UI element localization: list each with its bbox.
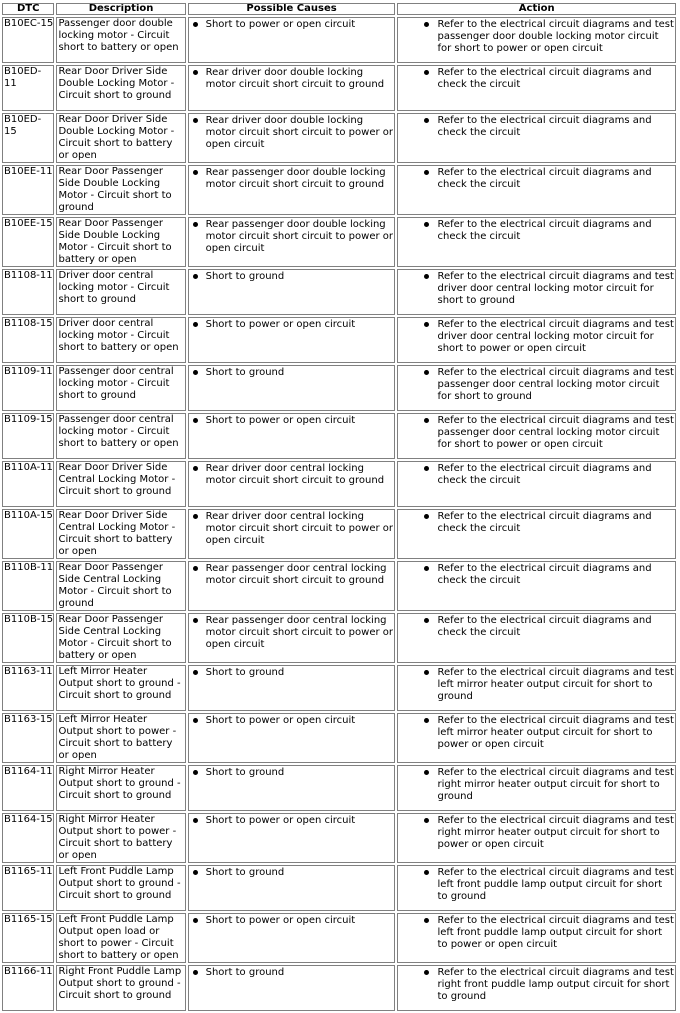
action-bullet-item: Refer to the electrical circuit diagrams and check the circuit <box>399 562 675 587</box>
possible-cause-cell <box>188 113 396 163</box>
possible-cause-cell <box>188 461 396 507</box>
dtc-code: B10ED-11 <box>2 65 54 111</box>
possible-cause-cell <box>188 913 396 963</box>
possible-cause-cell <box>188 765 396 811</box>
table-row <box>2 509 676 559</box>
action-bullet-item: Refer to the electrical circuit diagrams and test left front puddle lamp output circuit for short to power or open circuit <box>399 914 675 951</box>
dtc-code: B10ED-15 <box>2 113 54 163</box>
table-row <box>2 965 676 1011</box>
possible-cause-cell <box>188 665 396 711</box>
possible-cause-bullet-item: Rear driver door double locking motor circuit short circuit to ground <box>190 66 395 91</box>
action-cell <box>397 613 676 663</box>
dtc-code: B1109-11 <box>2 365 54 411</box>
possible-cause-bullet-item: Short to power or open circuit <box>190 18 395 31</box>
table-row <box>2 413 676 459</box>
dtc-table <box>0 1 678 1013</box>
dtc-code: B1108-15 <box>2 317 54 363</box>
possible-cause-bullet-item: Short to ground <box>190 666 395 679</box>
possible-cause-bullet-item: Rear passenger door central locking motor circuit short circuit to power or open circuit <box>190 614 395 651</box>
possible-cause-bullet-item: Rear driver door central locking motor circuit short circuit to power or open circuit <box>190 510 395 547</box>
possible-cause-bullet-item: Short to ground <box>190 366 395 379</box>
action-bullet-item: Refer to the electrical circuit diagrams and check the circuit <box>399 218 675 243</box>
possible-cause-cell <box>188 269 396 315</box>
action-bullet-item: Refer to the electrical circuit diagrams and test passenger door central locking motor circuit for short to power or open circuit <box>399 414 675 451</box>
table-row <box>2 865 676 911</box>
dtc-description: Rear Door Passenger Side Double Locking Motor - Circuit short to battery or open <box>56 217 185 267</box>
possible-cause-cell <box>188 413 396 459</box>
action-cell <box>397 317 676 363</box>
possible-cause-bullet-item: Short to ground <box>190 966 395 979</box>
action-cell <box>397 217 676 267</box>
table-row <box>2 217 676 267</box>
table-row <box>2 613 676 663</box>
possible-cause-bullet-item: Short to power or open circuit <box>190 914 395 927</box>
possible-cause-bullet-item: Rear driver door central locking motor circuit short circuit to ground <box>190 462 395 487</box>
dtc-code: B110A-11 <box>2 461 54 507</box>
possible-cause-cell <box>188 865 396 911</box>
dtc-description: Left Mirror Heater Output short to ground - Circuit short to ground <box>56 665 185 711</box>
dtc-description: Rear Door Passenger Side Double Locking Motor - Circuit short to ground <box>56 165 185 215</box>
action-bullet-item: Refer to the electrical circuit diagrams and test left mirror heater output circuit for short to ground <box>399 666 675 703</box>
action-bullet-item: Refer to the electrical circuit diagrams and check the circuit <box>399 66 675 91</box>
possible-cause-cell <box>188 713 396 763</box>
table-row <box>2 317 676 363</box>
possible-cause-bullet-item: Rear passenger door central locking motor circuit short circuit to ground <box>190 562 395 587</box>
table-body <box>2 17 676 1011</box>
table-row <box>2 713 676 763</box>
possible-cause-cell <box>188 613 396 663</box>
dtc-description: Left Front Puddle Lamp Output short to ground - Circuit short to ground <box>56 865 185 911</box>
dtc-code: B1109-15 <box>2 413 54 459</box>
dtc-description: Rear Door Driver Side Central Locking Motor - Circuit short to battery or open <box>56 509 185 559</box>
dtc-code: B110A-15 <box>2 509 54 559</box>
possible-cause-cell <box>188 365 396 411</box>
possible-cause-bullet-item: Short to power or open circuit <box>190 414 395 427</box>
possible-cause-cell <box>188 509 396 559</box>
action-cell <box>397 65 676 111</box>
action-cell <box>397 113 676 163</box>
possible-cause-bullet-item: Short to power or open circuit <box>190 714 395 727</box>
dtc-description: Rear Door Driver Side Double Locking Motor - Circuit short to ground <box>56 65 185 111</box>
table-row <box>2 65 676 111</box>
header-possible-causes: Possible Causes <box>188 3 396 15</box>
dtc-code: B1165-11 <box>2 865 54 911</box>
action-cell <box>397 509 676 559</box>
possible-cause-cell <box>188 217 396 267</box>
possible-cause-bullet-item: Rear passenger door double locking motor circuit short circuit to ground <box>190 166 395 191</box>
dtc-description: Right Mirror Heater Output short to power - Circuit short to battery or open <box>56 813 185 863</box>
dtc-description: Left Front Puddle Lamp Output open load or short to power - Circuit short to battery or open <box>56 913 185 963</box>
dtc-description: Rear Door Driver Side Central Locking Motor - Circuit short to ground <box>56 461 185 507</box>
dtc-code: B1164-15 <box>2 813 54 863</box>
possible-cause-cell <box>188 561 396 611</box>
action-cell <box>397 765 676 811</box>
possible-cause-bullet-item: Short to ground <box>190 866 395 879</box>
dtc-description: Left Mirror Heater Output short to power - Circuit short to battery or open <box>56 713 185 763</box>
table-row <box>2 665 676 711</box>
action-cell <box>397 365 676 411</box>
dtc-code: B10EC-15 <box>2 17 54 63</box>
header-action: Action <box>397 3 676 15</box>
possible-cause-cell <box>188 813 396 863</box>
table-row <box>2 561 676 611</box>
dtc-description: Driver door central locking motor - Circuit short to battery or open <box>56 317 185 363</box>
dtc-description: Passenger door central locking motor - Circuit short to ground <box>56 365 185 411</box>
possible-cause-bullet-item: Short to power or open circuit <box>190 814 395 827</box>
action-bullet-item: Refer to the electrical circuit diagrams and test left front puddle lamp output circuit for short to ground <box>399 866 675 903</box>
action-cell <box>397 913 676 963</box>
dtc-code: B1163-11 <box>2 665 54 711</box>
dtc-code: B10EE-11 <box>2 165 54 215</box>
possible-cause-cell <box>188 165 396 215</box>
table-row <box>2 269 676 315</box>
action-bullet-item: Refer to the electrical circuit diagrams and test left mirror heater output circuit for short to power or open circuit <box>399 714 675 751</box>
action-cell <box>397 965 676 1011</box>
possible-cause-bullet-item: Short to ground <box>190 270 395 283</box>
table-row <box>2 765 676 811</box>
dtc-code: B1166-11 <box>2 965 54 1011</box>
dtc-description: Right Front Puddle Lamp Output short to ground - Circuit short to ground <box>56 965 185 1011</box>
table-row <box>2 461 676 507</box>
dtc-description: Rear Door Passenger Side Central Locking Motor - Circuit short to battery or open <box>56 613 185 663</box>
action-bullet-item: Refer to the electrical circuit diagrams and check the circuit <box>399 510 675 535</box>
table-header-row <box>2 3 676 15</box>
possible-cause-cell <box>188 17 396 63</box>
dtc-description: Right Mirror Heater Output short to ground - Circuit short to ground <box>56 765 185 811</box>
action-bullet-item: Refer to the electrical circuit diagrams and check the circuit <box>399 614 675 639</box>
action-cell <box>397 269 676 315</box>
header-dtc: DTC <box>2 3 54 15</box>
action-cell <box>397 865 676 911</box>
possible-cause-bullet-item: Short to power or open circuit <box>190 318 395 331</box>
dtc-code: B1165-15 <box>2 913 54 963</box>
action-bullet-item: Refer to the electrical circuit diagrams and check the circuit <box>399 166 675 191</box>
possible-cause-cell <box>188 965 396 1011</box>
dtc-code: B1164-11 <box>2 765 54 811</box>
action-bullet-item: Refer to the electrical circuit diagrams and test driver door central locking motor circuit for short to power or open circuit <box>399 318 675 355</box>
table-row <box>2 913 676 963</box>
table-row <box>2 365 676 411</box>
dtc-description: Passenger door central locking motor - Circuit short to battery or open <box>56 413 185 459</box>
header-description: Description <box>56 3 185 15</box>
action-cell <box>397 413 676 459</box>
possible-cause-cell <box>188 65 396 111</box>
action-cell <box>397 561 676 611</box>
dtc-code: B110B-15 <box>2 613 54 663</box>
action-cell <box>397 461 676 507</box>
table-row <box>2 813 676 863</box>
possible-cause-cell <box>188 317 396 363</box>
action-bullet-item: Refer to the electrical circuit diagrams and test right mirror heater output circuit for short to ground <box>399 766 675 803</box>
dtc-description: Rear Door Passenger Side Central Locking Motor - Circuit short to ground <box>56 561 185 611</box>
action-bullet-item: Refer to the electrical circuit diagrams and test driver door central locking motor circuit for short to ground <box>399 270 675 307</box>
possible-cause-bullet-item: Rear passenger door double locking motor circuit short circuit to power or open circuit <box>190 218 395 255</box>
action-bullet-item: Refer to the electrical circuit diagrams and test right front puddle lamp output circuit for short to ground <box>399 966 675 1003</box>
action-cell <box>397 665 676 711</box>
dtc-code: B1163-15 <box>2 713 54 763</box>
action-bullet-item: Refer to the electrical circuit diagrams and check the circuit <box>399 462 675 487</box>
action-cell <box>397 17 676 63</box>
dtc-code: B1108-11 <box>2 269 54 315</box>
dtc-code: B10EE-15 <box>2 217 54 267</box>
possible-cause-bullet-item: Rear driver door double locking motor circuit short circuit to power or open circuit <box>190 114 395 151</box>
action-cell <box>397 165 676 215</box>
table-row <box>2 113 676 163</box>
table-row <box>2 165 676 215</box>
action-cell <box>397 813 676 863</box>
action-cell <box>397 713 676 763</box>
table-row <box>2 17 676 63</box>
dtc-description: Rear Door Driver Side Double Locking Motor - Circuit short to battery or open <box>56 113 185 163</box>
action-bullet-item: Refer to the electrical circuit diagrams and check the circuit <box>399 114 675 139</box>
action-bullet-item: Refer to the electrical circuit diagrams and test passenger door double locking motor circuit for short to power or open circuit <box>399 18 675 55</box>
dtc-description: Driver door central locking motor - Circuit short to ground <box>56 269 185 315</box>
possible-cause-bullet-item: Short to ground <box>190 766 395 779</box>
dtc-code: B110B-11 <box>2 561 54 611</box>
action-bullet-item: Refer to the electrical circuit diagrams and test passenger door central locking motor circuit for short to ground <box>399 366 675 403</box>
action-bullet-item: Refer to the electrical circuit diagrams and test right mirror heater output circuit for short to power or open circuit <box>399 814 675 851</box>
dtc-description: Passenger door double locking motor - Circuit short to battery or open <box>56 17 185 63</box>
